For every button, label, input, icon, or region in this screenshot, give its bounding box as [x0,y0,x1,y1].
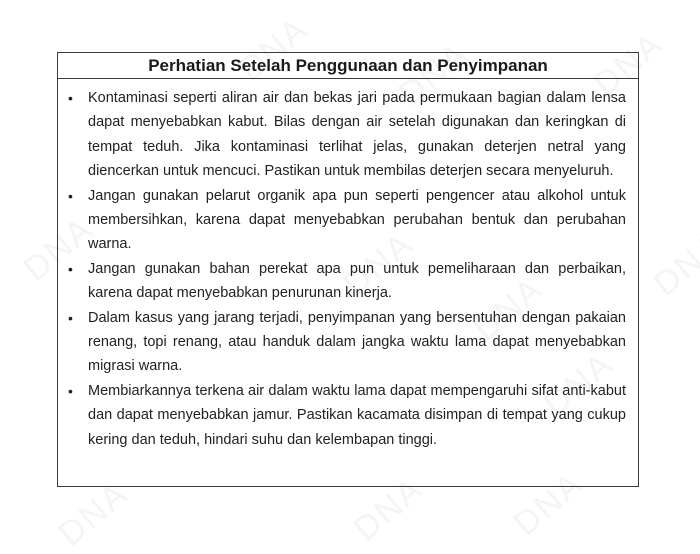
bullet-icon: • [68,187,73,204]
notice-list [58,79,638,452]
list-item [66,184,626,257]
list-item-text: Membiarkannya terkena air dalam waktu lama dapat mempengaruhi sifat anti-kabut dan dapat menyebabkan jamur. Pastikan kacamata disimpan di tempat yang cukup kering dan teduh, hindari suhu dan kelembapan tinggi. [88,382,626,448]
list-item [66,86,626,184]
watermark [647,225,700,305]
bullet-icon: • [68,309,73,326]
list-item [66,379,626,452]
list-item [66,257,626,306]
bullet-icon: • [68,382,73,399]
list-item-text: Jangan gunakan pelarut organik apa pun seperti pengencer atau alkohol untuk membersihkan, karena dapat menyebabkan perubahan bentuk dan perubahan warna. [88,187,626,253]
bullet-icon: • [68,90,73,106]
bullet-icon: • [68,260,73,277]
list-item-text: Dalam kasus yang jarang terjadi, penyimpanan yang bersentuhan dengan pakaian renang, topi renang, atau handuk dalam jangka waktu lama dapat menyebabkan migrasi warna. [88,309,626,375]
notice-box [57,52,639,487]
list-item-text: Jangan gunakan bahan perekat apa pun untuk pemeliharaan dan perbaikan, karena dapat menyebabkan penurunan kinerja. [88,260,626,302]
list-item-text: Kontaminasi seperti aliran air dan bekas jari pada permukaan bagian dalam lensa dapat menyebabkan kabut. Bilas dengan air setelah digunakan dan keringkan di tempat teduh. Jika kontaminasi terlihat jelas, gunakan deterjen netral yang diencerkan untuk mencuci. Pastikan untuk membilas deterjen secara menyeluruh. [88,90,626,180]
list-item [66,306,626,379]
notice-title: Perhatian Setelah Penggunaan dan Penyimpanan [58,53,638,79]
